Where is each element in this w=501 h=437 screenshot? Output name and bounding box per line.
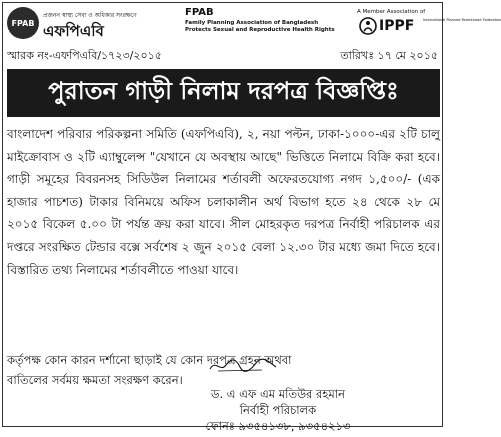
org-abbreviation: FPAB xyxy=(185,7,214,18)
signatory-title: নির্বাহী পরিচালক xyxy=(239,403,317,417)
reference-number: স্মারক নং-এফপিএবি/১৭২৩/২০১৫ xyxy=(7,49,162,62)
org-mission: Protects Sexual and Reproductive Health Rights xyxy=(185,27,335,33)
phone-numbers: ফোনঃ ৯৩৫৪১৩৮, ৯৩৫৪২১৩ xyxy=(205,419,351,433)
ippf-full-name: International Planned Parenthood Federation xyxy=(423,18,501,22)
notice-title-banner xyxy=(7,69,440,117)
org-full-name: Family Planning Association of Bangladesh xyxy=(185,20,319,26)
advertisement-frame xyxy=(2,2,501,433)
notice-body: বাংলাদেশ পরিবার পরিকল্পনা সমিতি (এফপিএবি), ২, নয়া পল্টন, ঢাকা-১০০০-এর ২টি চালু মাইক্রোবাস ও ২টি এ্যাম্বুলেন্স "যেখানে যে অবস্থায় আছে" ভিত্তিতে নিলামে বিক্রি করা হবে। গাড়ী সমূহের বিবরনসহ সিডিউল নিলামের শর্তাবলী অফেরতযোগ্য নগদ ১,৫০০/- (এক হাজার পাচশত) টাকার বিনিময়ে অফিস চলাকালীন অর্থ বিভাগ হতে ২৪ থেকে ২৮ মে ২০১৫ বিকেল ৫.০০ টা পর্যন্ত ক্রয় করা যাবে। সীল মোহরকৃত দরপত্র নির্বাহী পরিচালক এর দপ্তরে সংরক্ষিত টেন্ডার বক্সে সর্বশেষ ২ জুন ২০১৫ বেলা ১২.৩০ টার মধ্যে জমা দিতে হবে। বিস্তারিত তথ্য নিলামের শর্তাবলীতে পাওয়া যাবে। xyxy=(7,127,440,277)
ippf-logo-icon xyxy=(359,17,377,35)
ippf-name: IPPF xyxy=(379,18,415,34)
handwritten-signature xyxy=(208,355,278,375)
letterhead xyxy=(3,3,501,67)
signatory-name: ড. এ এফ এম মতিউর রহমান xyxy=(211,387,345,401)
notice-title: পুরাতন গাড়ী নিলাম দরপত্র বিজ্ঞপ্তিঃ xyxy=(48,77,399,105)
tagline-bn: প্রজনন স্বাস্থ্য সেবা ও অধিকার সংরক্ষণে xyxy=(43,12,137,19)
notice-date: তারিখঃ ১৭ মে ২০১৫ xyxy=(340,49,438,62)
member-of-label: A Member Association of xyxy=(357,9,426,15)
fpab-logo: FPAB xyxy=(7,7,39,39)
disclaimer-text: কর্তৃপক্ষ কোন কারন দর্শানো ছাড়াই যে কোন দরপত্র গ্রহন অথবা বাতিলের সর্বময় ক্ষমতা সংরক্ষণ করেন। xyxy=(7,353,292,387)
org-name-bn: এফপিএবি xyxy=(43,22,104,40)
